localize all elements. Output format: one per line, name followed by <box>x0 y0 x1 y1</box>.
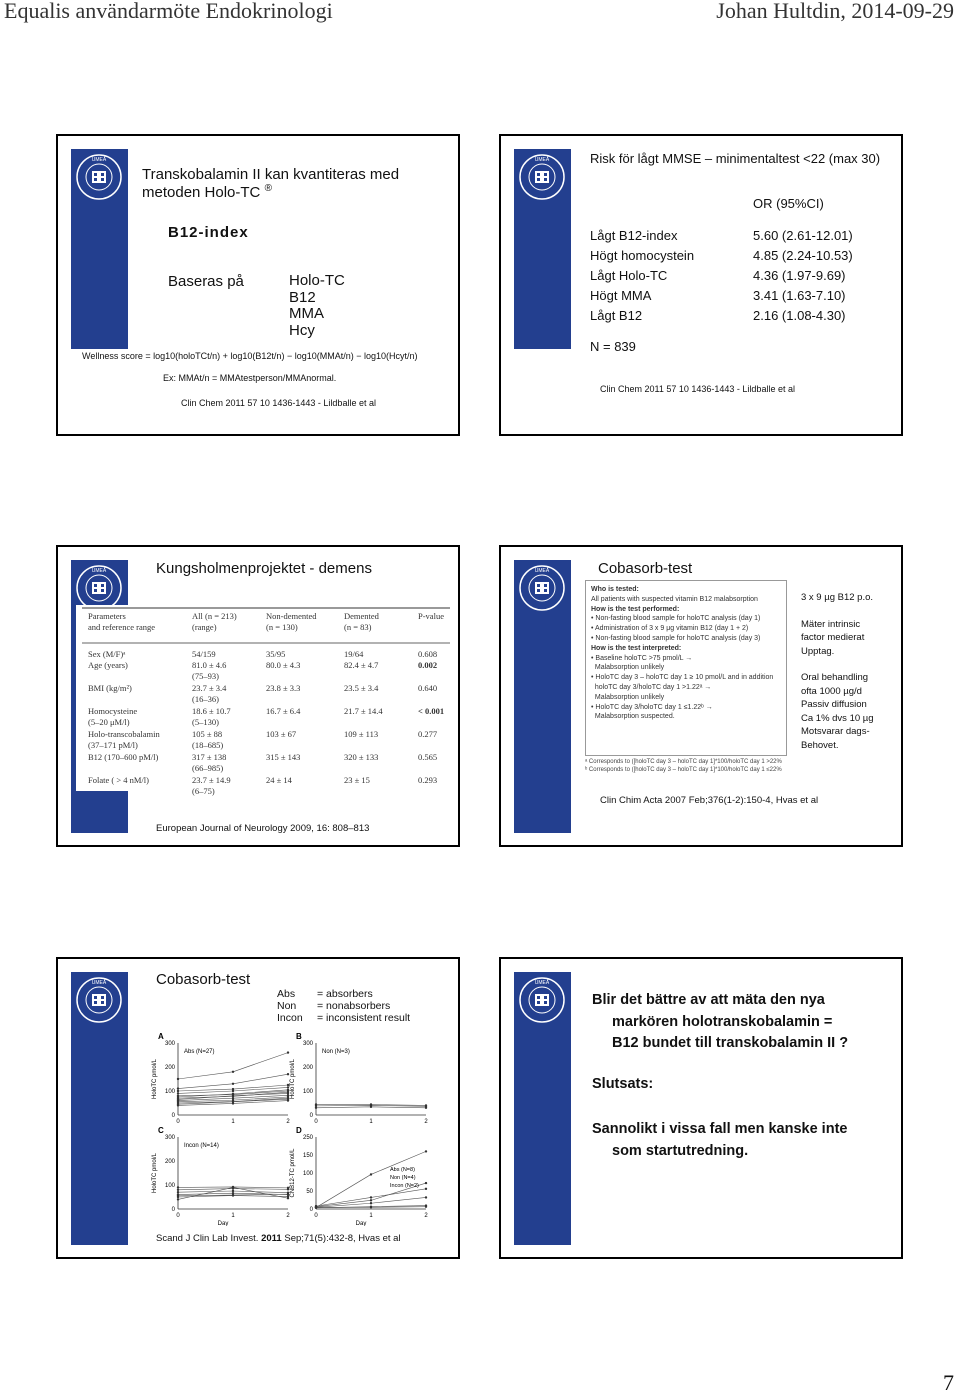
risk-labels <box>590 226 694 326</box>
data-point <box>425 1205 427 1207</box>
y-tick-label: 100 <box>302 1171 313 1177</box>
data-point <box>315 1206 317 1208</box>
table-cell: 16.7 ± 6.4 <box>266 706 301 716</box>
slide-title: Risk för lågt MMSE – minimentaltest <22 (max 30) <box>590 151 881 166</box>
y-tick-label: 0 <box>309 1113 313 1119</box>
data-point <box>177 1092 179 1094</box>
data-point <box>177 1098 179 1100</box>
table-cell: BMI (kg/m²) <box>88 683 132 693</box>
data-point <box>177 1090 179 1092</box>
demographics-table <box>76 605 454 796</box>
slide-title-line1: Transkobalamin II kan kvantiteras med <box>142 166 400 183</box>
question-line: B12 bundet till transkobalamin II ? <box>612 1035 849 1051</box>
risk-label: Lågt Holo-TC <box>590 268 668 283</box>
y-tick-label: 300 <box>302 1041 313 1047</box>
data-point <box>315 1103 317 1105</box>
x-tick-label: 0 <box>314 1119 318 1125</box>
series-line <box>178 1053 288 1079</box>
slide-cobasorb-graphs <box>56 957 460 1259</box>
data-point <box>370 1199 372 1201</box>
side-note-line: 3 x 9 µg B12 p.o. <box>801 592 874 603</box>
panel-letter: D <box>296 1126 302 1135</box>
side-notes <box>801 591 874 752</box>
slide-mmse-risk <box>499 134 903 436</box>
procedure-line: • HoloTC day 3 – holoTC day 1 ≥ 10 pmol/L and in addition <box>591 674 774 682</box>
data-point <box>177 1078 179 1080</box>
legend-abbr <box>277 988 303 1024</box>
baseras-label: Baseras på <box>168 273 244 290</box>
y-tick-label: 100 <box>164 1183 175 1189</box>
slide-conclusion <box>499 957 903 1259</box>
citation: Scand J Clin Lab Invest. 2011 Sep;71(5):432-8, Hvas et al <box>156 1233 401 1244</box>
marker-item: Holo-TC <box>289 272 345 289</box>
wellness-formula: Wellness score = log10(holoTCt/n) + log10(B12t/n) − log10(MMAt/n) − log10(Hcyt/n) <box>82 351 418 361</box>
university-seal-icon <box>517 152 567 202</box>
data-point <box>370 1196 372 1198</box>
procedure-line: • Baseline holoTC >75 pmol/L → <box>591 654 693 662</box>
table-cell: 103 ± 67 <box>266 729 297 739</box>
data-point <box>232 1088 234 1090</box>
procedure-line: • HoloTC day 3/holoTC day 1 ≤1.22ᵇ → <box>591 703 713 711</box>
table-cell: 0.640 <box>418 683 438 693</box>
procedure-line: • Administration of 3 x 9 μg vitamin B12 (day 1 + 2) <box>591 625 749 633</box>
citation: Clin Chem 2011 57 10 1436-1443 - Lildballe et al <box>600 384 795 394</box>
x-tick-label: 0 <box>176 1213 180 1219</box>
answer-line: som startutredning. <box>612 1142 749 1159</box>
panel-d-legend: Non (N=4) <box>390 1175 416 1181</box>
panel-label: Incon (N=14) <box>184 1143 219 1149</box>
x-tick-label: 2 <box>286 1213 290 1219</box>
page-number: 7 <box>943 1370 954 1395</box>
data-point <box>232 1071 234 1073</box>
x-tick-label: 2 <box>424 1119 428 1125</box>
x-tick-label: 2 <box>424 1213 428 1219</box>
table-header-cell: P-value <box>418 611 444 621</box>
x-tick-label: 1 <box>369 1213 373 1219</box>
procedure-line: How is the test performed: <box>591 605 680 613</box>
y-tick-label: 100 <box>302 1089 313 1095</box>
table-cell: 21.7 ± 14.4 <box>344 706 383 716</box>
umea-logo <box>514 149 571 349</box>
slide-title-line2: metoden Holo-TC ® <box>142 183 272 201</box>
x-tick-label: 0 <box>176 1119 180 1125</box>
table-cell: 54/159 <box>192 649 216 659</box>
panel-label: Non (N=3) <box>322 1049 350 1055</box>
y-tick-label: 150 <box>302 1153 313 1159</box>
y-tick-label: 200 <box>302 1065 313 1071</box>
table-cell: 23.7 ± 3.4 (16–36) <box>192 683 227 704</box>
data-point <box>232 1190 234 1192</box>
side-note-line: Behovet. <box>801 739 839 751</box>
table-cell: 23.5 ± 3.4 <box>344 683 379 693</box>
procedure-line: Malabsorption unlikely <box>591 693 665 701</box>
legend-def-item: = inconsistent result <box>317 1012 411 1024</box>
data-point <box>177 1193 179 1195</box>
risk-label: Lågt B12-index <box>590 228 678 243</box>
table-cell: 23.7 ± 14.9 (6–75) <box>192 775 231 796</box>
data-point <box>232 1186 234 1188</box>
table-cell: 0.608 <box>418 649 438 659</box>
panel-d-legend: Abs (N=8) <box>390 1167 415 1173</box>
data-point <box>425 1104 427 1106</box>
data-point <box>287 1191 289 1193</box>
risk-value: 4.36 (1.97-9.69) <box>753 268 846 283</box>
marker-item: Hcy <box>289 321 315 339</box>
holotc-graphs <box>148 1031 438 1226</box>
y-tick-label: 250 <box>302 1135 313 1141</box>
table-cell: 23 ± 15 <box>344 775 370 785</box>
data-point <box>232 1083 234 1085</box>
citation: European Journal of Neurology 2009, 16: 808–813 <box>156 823 370 834</box>
panel-d-legend: Incon (N=2) <box>390 1183 419 1189</box>
table-header-cell: Parameters and reference range <box>88 611 156 632</box>
header-left: Equalis användarmöte Endokrinologi <box>4 0 333 23</box>
page-header <box>0 0 960 24</box>
data-point <box>177 1186 179 1188</box>
table-cell: 82.4 ± 4.7 <box>344 660 379 670</box>
table-cell: 320 ± 133 <box>344 752 379 762</box>
table-cell: 0.277 <box>418 729 438 739</box>
risk-values <box>753 226 853 326</box>
x-axis-label: Day <box>217 1221 229 1226</box>
umea-logo <box>514 560 571 833</box>
side-note-line: factor medierat <box>801 632 865 643</box>
university-seal-icon <box>74 152 124 202</box>
marker-list <box>289 273 345 339</box>
data-point <box>425 1196 427 1198</box>
table-cell: 315 ± 143 <box>266 752 301 762</box>
university-seal-icon <box>74 975 124 1025</box>
data-point <box>287 1051 289 1053</box>
x-axis-label: Day <box>355 1221 367 1226</box>
procedure-box <box>585 580 787 756</box>
question-line: Blir det bättre av att mäta den nya <box>592 992 825 1008</box>
procedure-line: Malabsorption unlikely <box>591 664 665 672</box>
table-cell: Sex (M/F)ᵃ <box>88 649 126 659</box>
y-tick-label: 0 <box>171 1207 175 1213</box>
data-point <box>425 1182 427 1184</box>
y-axis-label: HoloTC pmol/L <box>152 1058 158 1100</box>
x-tick-label: 1 <box>231 1119 235 1125</box>
legend-abbr-item: Non <box>277 1000 297 1012</box>
risk-value: 4.85 (2.24-10.53) <box>753 248 853 263</box>
table-cell: 23.8 ± 3.3 <box>266 683 301 693</box>
data-point <box>287 1092 289 1094</box>
risk-label: Högt MMA <box>590 288 652 303</box>
legend-def-item: = absorbers <box>317 988 373 1000</box>
table-cell: Holo-transcobalamin (37–171 pM/l) <box>88 729 160 750</box>
side-note-line: Passiv diffusion <box>801 699 867 710</box>
data-point <box>287 1187 289 1189</box>
data-point <box>177 1087 179 1089</box>
or-header: OR (95%CI) <box>753 196 824 211</box>
procedure-line: Who is tested: <box>591 586 639 593</box>
data-point <box>287 1084 289 1086</box>
question-line: markören holotranskobalamin = <box>612 1013 833 1030</box>
side-note-line: Ca 1% dvs 10 µg <box>801 712 874 724</box>
table-cell: < 0.001 <box>418 706 445 716</box>
risk-value: 2.16 (1.08-4.30) <box>753 308 846 323</box>
n-count: N = 839 <box>590 339 636 354</box>
side-note-line: ofta 1000 µg/d <box>801 685 862 697</box>
slutsats-heading: Slutsats: <box>592 1076 654 1092</box>
side-note-line: Upptag. <box>801 645 835 657</box>
header-right: Johan Hultdin, 2014-09-29 <box>716 0 954 23</box>
panel-letter: A <box>158 1032 164 1041</box>
citation: Clin Chem 2011 57 10 1436-1443 - Lildballe et al <box>181 398 376 408</box>
data-point <box>177 1101 179 1103</box>
table-cell: 18.6 ± 10.7 (5–130) <box>192 706 231 727</box>
x-tick-label: 1 <box>231 1213 235 1219</box>
procedure-line: How is the test interpreted: <box>591 644 682 652</box>
university-seal-icon <box>517 975 567 1025</box>
table-cell: 105 ± 88 (18–685) <box>192 729 224 750</box>
slide-holotc <box>56 134 460 436</box>
side-note-line: Motsvarar dags- <box>801 726 870 737</box>
risk-value: 5.60 (2.61-12.01) <box>753 228 853 243</box>
y-axis-label: HoloTC pmol/L <box>152 1152 158 1194</box>
risk-value: 3.41 (1.63-7.10) <box>753 288 846 303</box>
y-tick-label: 50 <box>306 1189 313 1195</box>
side-note-line: Oral behandling <box>801 672 869 683</box>
table-cell: Folate ( > 4 nM/l) <box>88 775 149 785</box>
y-axis-label: HoloTC pmol/L <box>290 1058 296 1100</box>
legend-def-item: = nonabsorbers <box>317 1000 391 1012</box>
table-cell: 35/95 <box>266 649 286 659</box>
y-tick-label: 0 <box>171 1113 175 1119</box>
umea-logo <box>514 972 571 1245</box>
data-point <box>177 1196 179 1198</box>
data-point <box>287 1098 289 1100</box>
data-point <box>177 1096 179 1098</box>
citation: Clin Chim Acta 2007 Feb;376(1-2):150-4, Hvas et al <box>600 795 819 806</box>
data-point <box>370 1103 372 1105</box>
data-point <box>370 1202 372 1204</box>
table-header-cell: Demented (n = 83) <box>344 611 379 632</box>
answer-text <box>592 1119 847 1162</box>
table-cell: 0.002 <box>418 660 438 670</box>
side-note-line <box>801 658 874 671</box>
y-axis-label: CNB12-TC pmol/L <box>290 1148 296 1198</box>
data-point <box>177 1191 179 1193</box>
data-point <box>425 1188 427 1190</box>
data-point <box>232 1093 234 1095</box>
data-point <box>287 1195 289 1197</box>
data-point <box>287 1073 289 1075</box>
table-cell: 81.0 ± 4.6 (75–93) <box>192 660 227 681</box>
table-cell: 0.293 <box>418 775 438 785</box>
footnote: ᵃ Corresponds to ([holoTC day 3 – holoTC day 1]*100/holoTC day 1 >22% <box>585 759 782 765</box>
table-cell: Age (years) <box>88 660 128 670</box>
data-point <box>177 1198 179 1200</box>
university-seal-icon <box>517 563 567 613</box>
table-header-cell: Non-demented (n = 130) <box>266 611 317 632</box>
table-cell: Homocysteine (5–20 μM/l) <box>88 706 138 727</box>
footnote: ᵇ Corresponds to ([holoTC day 3 – holoTC day 1]*100/holoTC day 1 ≤22% <box>585 767 782 773</box>
panel-letter: C <box>158 1126 164 1135</box>
risk-label: Högt homocystein <box>590 248 695 263</box>
slide-cobasorb-info <box>499 545 903 847</box>
marker-item: MMA <box>289 305 324 322</box>
example-text: Ex: MMAt/n = MMAtestperson/MMAnormal. <box>163 373 337 383</box>
side-note-line <box>801 605 874 618</box>
legend-defs <box>317 988 410 1024</box>
slide-title: Cobasorb-test <box>598 560 693 577</box>
table-cell: 19/64 <box>344 649 364 659</box>
panel-letter: B <box>296 1032 302 1041</box>
umea-logo <box>71 972 128 1245</box>
data-point <box>370 1173 372 1175</box>
procedure-line: Malabsorption suspected. <box>591 713 675 721</box>
slide-title: Cobasorb-test <box>156 971 251 988</box>
y-tick-label: 100 <box>164 1089 175 1095</box>
y-tick-label: 0 <box>309 1207 313 1213</box>
data-point <box>232 1192 234 1194</box>
procedure-line: holoTC day 3/holoTC day 1 >1.22ᵃ → <box>591 683 712 691</box>
table-cell: 80.0 ± 4.3 <box>266 660 301 670</box>
panel-label: Abs (N=27) <box>184 1049 215 1055</box>
question-text <box>592 990 848 1055</box>
side-note-line: Mäter intrinsic <box>801 618 861 630</box>
procedure-line: All patients with suspected vitamin B12 malabsorption <box>591 595 758 603</box>
slide-title: Kungsholmenprojektet - demens <box>156 560 372 577</box>
data-point <box>232 1101 234 1103</box>
x-tick-label: 1 <box>369 1119 373 1125</box>
data-point <box>287 1089 289 1091</box>
legend-abbr-item: Abs <box>277 988 296 1000</box>
marker-item: B12 <box>289 288 316 306</box>
data-point <box>370 1206 372 1208</box>
risk-label: Lågt B12 <box>590 308 643 323</box>
y-tick-label: 200 <box>164 1159 175 1165</box>
data-point <box>287 1086 289 1088</box>
table-cell: 24 ± 14 <box>266 775 292 785</box>
y-tick-label: 300 <box>164 1041 175 1047</box>
table-cell: B12 (170–600 pM/l) <box>88 752 159 762</box>
legend-abbr-item: Incon <box>277 1012 303 1024</box>
y-tick-label: 300 <box>164 1135 175 1141</box>
data-point <box>177 1189 179 1191</box>
y-tick-label: 200 <box>164 1065 175 1071</box>
table-header-cell: All (n = 213) (range) <box>192 611 237 632</box>
data-point <box>177 1103 179 1105</box>
slide-kungsholmen <box>56 545 460 847</box>
answer-line: Sannolikt i vissa fall men kanske inte <box>592 1121 848 1137</box>
data-point <box>232 1194 234 1196</box>
b12-index-heading: B12-index <box>168 224 249 241</box>
data-point <box>287 1096 289 1098</box>
procedure-line: • Non-fasting blood sample for holoTC analysis (day 1) <box>591 615 761 623</box>
procedure-line: • Non-fasting blood sample for holoTC analysis (day 3) <box>591 634 761 642</box>
x-tick-label: 2 <box>286 1119 290 1125</box>
table-cell: 109 ± 113 <box>344 729 379 739</box>
umea-logo <box>71 149 128 349</box>
table-cell: 0.565 <box>418 752 438 762</box>
table-cell: 317 ± 138 (66–985) <box>192 752 227 773</box>
x-tick-label: 0 <box>314 1213 318 1219</box>
data-point <box>425 1150 427 1152</box>
procedure-footnotes <box>585 758 782 774</box>
